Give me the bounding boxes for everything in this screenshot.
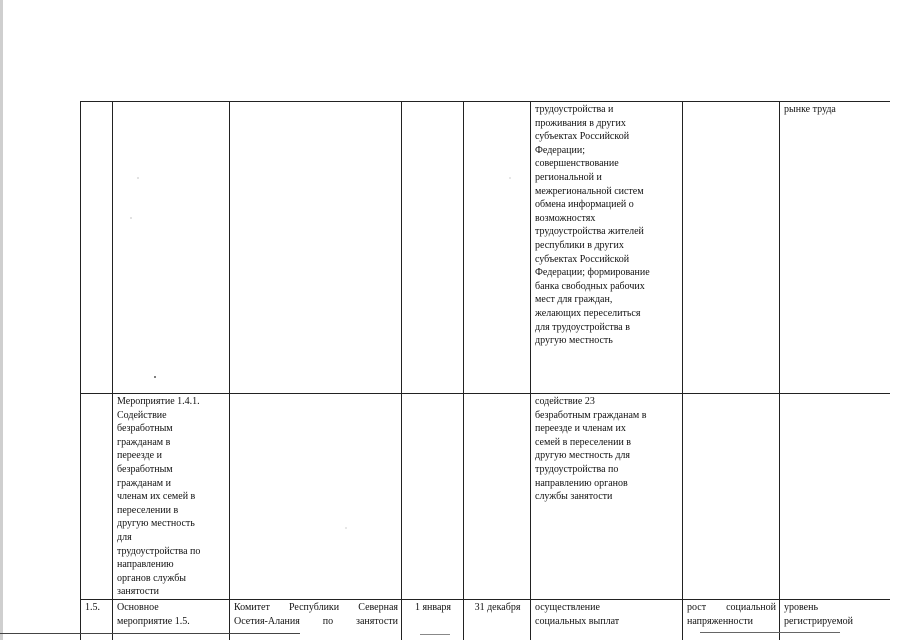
cell-executor: Комитет Республики Северная Осетия-Алания по занятости xyxy=(230,599,402,640)
cell-consequences xyxy=(683,394,780,600)
table-row xyxy=(81,102,891,394)
scan-edge xyxy=(0,0,3,640)
cell-activity: Основное мероприятие 1.5. xyxy=(113,599,230,640)
cell-start-date xyxy=(402,394,464,600)
cell-end-date xyxy=(464,102,531,394)
cell-activity xyxy=(113,102,230,394)
cell-activity: Мероприятие 1.4.1. Содействие безработным гражданам в переезде и безработным гражданам и членам их семей в переселении в другую местность для трудоустройства по направлению органов службы занятости xyxy=(113,394,230,600)
cell-end-date: 31 декабря xyxy=(464,599,531,640)
cell-number xyxy=(81,394,113,600)
table-row xyxy=(81,394,891,600)
cell-end-date xyxy=(464,394,531,600)
cell-expected-result: осуществление социальных выплат xyxy=(531,599,683,640)
program-activities-table xyxy=(80,101,890,640)
cell-start-date xyxy=(402,102,464,394)
table-row xyxy=(81,599,891,640)
cell-executor xyxy=(230,102,402,394)
cell-expected-result: трудоустройства и проживания в других субъектах Российской Федерации; совершенствование региональной и межрегиональной систем обмена информацией о возможностях трудоустройства жителей республики в других субъектах Российской Федерации; формирование банка свободных рабочих мест для граждан, желающих переселиться для трудоустройства в другую местность xyxy=(531,102,683,394)
cell-indicator: уровень регистрируемой xyxy=(780,599,891,640)
cell-number: 1.5. xyxy=(81,599,113,640)
cell-expected-result: содействие 23 безработным гражданам в переезде и членам их семей в переселении в другую местность для трудоустройства по направлению органов службы занятости xyxy=(531,394,683,600)
cell-indicator xyxy=(780,394,891,600)
cell-consequences: рост социальной напряженности xyxy=(683,599,780,640)
program-table-wrapper xyxy=(80,101,890,640)
cell-executor xyxy=(230,394,402,600)
cell-consequences xyxy=(683,102,780,394)
cell-indicator: рынке труда xyxy=(780,102,891,394)
cell-start-date: 1 января xyxy=(402,599,464,640)
cell-number xyxy=(81,102,113,394)
